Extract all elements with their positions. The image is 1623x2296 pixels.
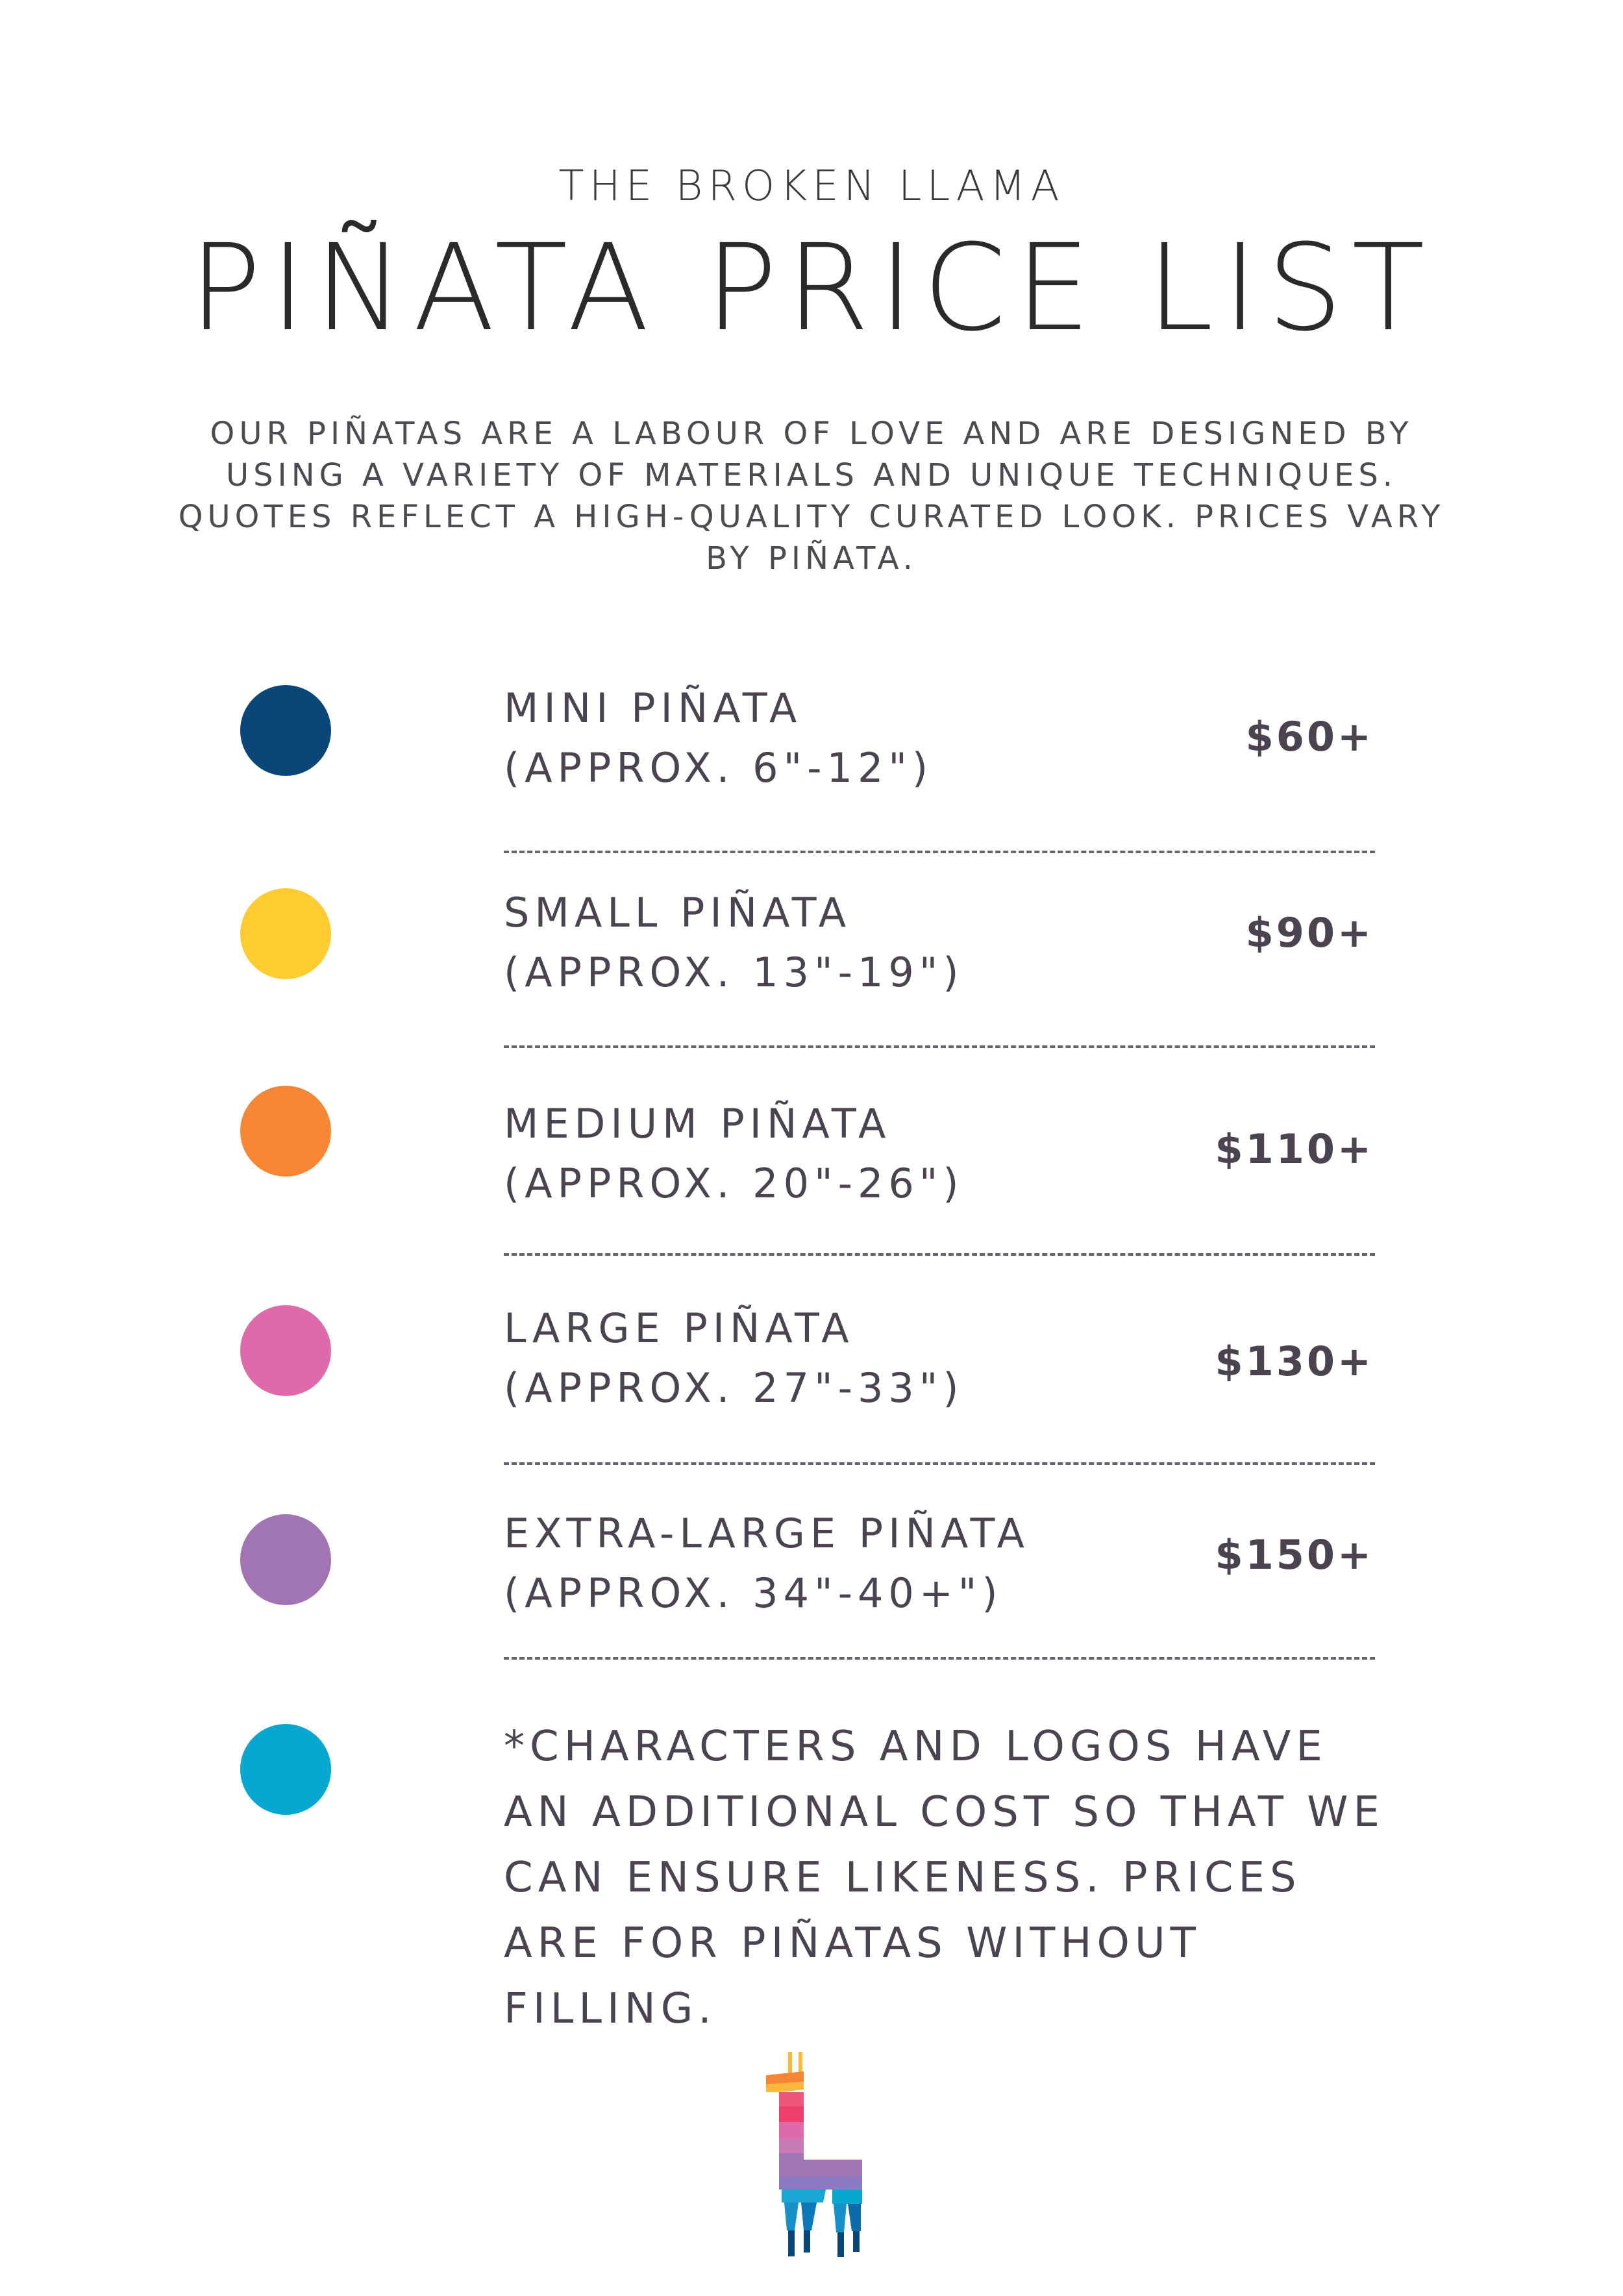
dashed-divider — [504, 1045, 1375, 1048]
item-name: MEDIUM PIÑATA — [504, 1100, 891, 1147]
item-name: EXTRA-LARGE PIÑATA — [504, 1510, 1030, 1557]
item-price: $90+ — [1245, 909, 1374, 956]
item-price: $110+ — [1215, 1125, 1374, 1173]
item-name: LARGE PIÑATA — [504, 1304, 854, 1352]
color-dot-icon — [240, 1514, 331, 1605]
item-name: MINI PIÑATA — [504, 684, 802, 732]
dashed-divider — [504, 1462, 1375, 1465]
llama-pinata-icon — [765, 2052, 875, 2266]
page-title: PIÑATA PRICE LIST — [189, 219, 1434, 358]
color-dot-icon — [240, 888, 331, 979]
item-name: SMALL PIÑATA — [504, 889, 852, 936]
brand-name: THE BROKEN LLAMA — [558, 162, 1065, 210]
dashed-divider — [504, 851, 1375, 853]
item-size: (APPROX. 27"-33") — [504, 1364, 964, 1412]
note-dot-icon — [240, 1724, 331, 1815]
item-price: $130+ — [1215, 1338, 1374, 1385]
item-size: (APPROX. 6"-12") — [504, 744, 934, 792]
color-dot-icon — [240, 1086, 331, 1177]
note-text: *CHARACTERS AND LOGOS HAVE AN ADDITIONAL COST SO THAT WE CAN ENSURE LIKENESS. PRICES ARE FOR PIÑATAS WITHOUT FILLING. — [504, 1723, 1385, 2033]
intro-text: OUR PIÑATAS ARE A LABOUR OF LOVE AND ARE DESIGNED BY USING A VARIETY OF MATERIALS AND UNIQUE TECHNIQUES. QUOTES REFLECT A HIGH-QUALITY CURATED LOOK. PRICES VARY BY PIÑATA. — [178, 416, 1445, 577]
dashed-divider — [504, 1253, 1375, 1256]
item-size: (APPROX. 20"-26") — [504, 1160, 964, 1207]
item-size: (APPROX. 13"-19") — [504, 949, 964, 996]
item-price: $60+ — [1245, 713, 1374, 760]
color-dot-icon — [240, 1305, 331, 1396]
item-price: $150+ — [1215, 1531, 1374, 1578]
item-size: (APPROX. 34"-40+") — [504, 1569, 1003, 1617]
dashed-divider — [504, 1657, 1375, 1660]
color-dot-icon — [240, 685, 331, 776]
